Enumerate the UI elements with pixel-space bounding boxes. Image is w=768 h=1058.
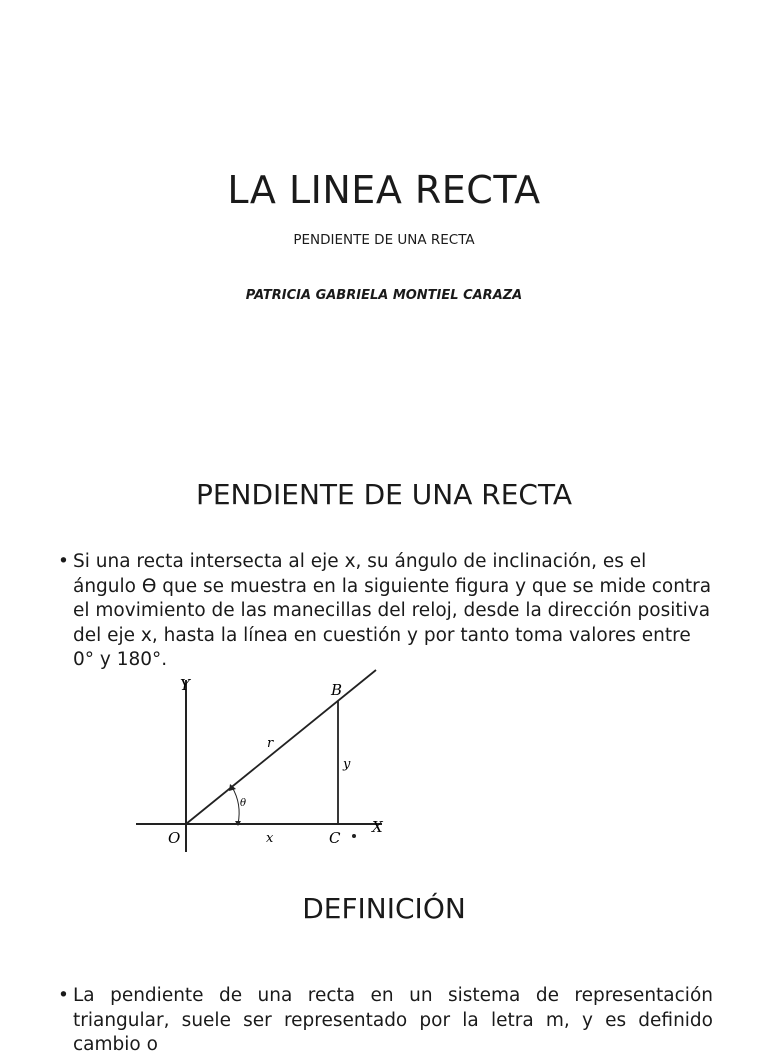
label-y-axis: Y: [180, 676, 190, 694]
slide-title: LA LINEA RECTA: [227, 168, 541, 212]
angle-arc: [232, 787, 239, 824]
inclination-angle-figure: [114, 666, 410, 856]
stray-dot: [352, 834, 356, 838]
label-origin: O: [168, 829, 181, 847]
slide-subtitle: PENDIENTE DE UNA RECTA: [293, 232, 475, 248]
label-angle-theta: θ: [240, 798, 247, 809]
author-name: PATRICIA GABRIELA MONTIEL CARAZA: [245, 288, 523, 303]
label-segment-y: y: [343, 757, 351, 772]
label-x-axis: X: [372, 818, 383, 836]
line-segment-r: [186, 670, 376, 824]
bullet-text: Si una recta intersecta al eje x, su ángulo de inclinación, es el ángulo Ɵ que se muestra en la siguiente figura y que se mide contra el movimiento de las manecillas del reloj, desde la dirección positiva del eje x, hasta la línea en cuestión y por tanto toma valores entre 0° y 180°.: [73, 551, 712, 670]
label-point-b: B: [331, 681, 343, 699]
section-heading-pendiente: PENDIENTE DE UNA RECTA: [195, 478, 573, 511]
label-segment-r: r: [267, 736, 274, 751]
bullet-marker: •: [58, 985, 69, 1006]
bullet-text: La pendiente de una recta en un sistema de representación triangular, suele ser representado por la letra m, y es definido cambio o: [73, 985, 713, 1055]
section-heading-definicion: DEFINICIÓN: [302, 892, 466, 925]
bullet-marker: •: [58, 551, 69, 572]
label-point-c: C: [329, 829, 341, 847]
figure-diagram: [114, 666, 410, 856]
label-segment-x: x: [266, 831, 274, 846]
